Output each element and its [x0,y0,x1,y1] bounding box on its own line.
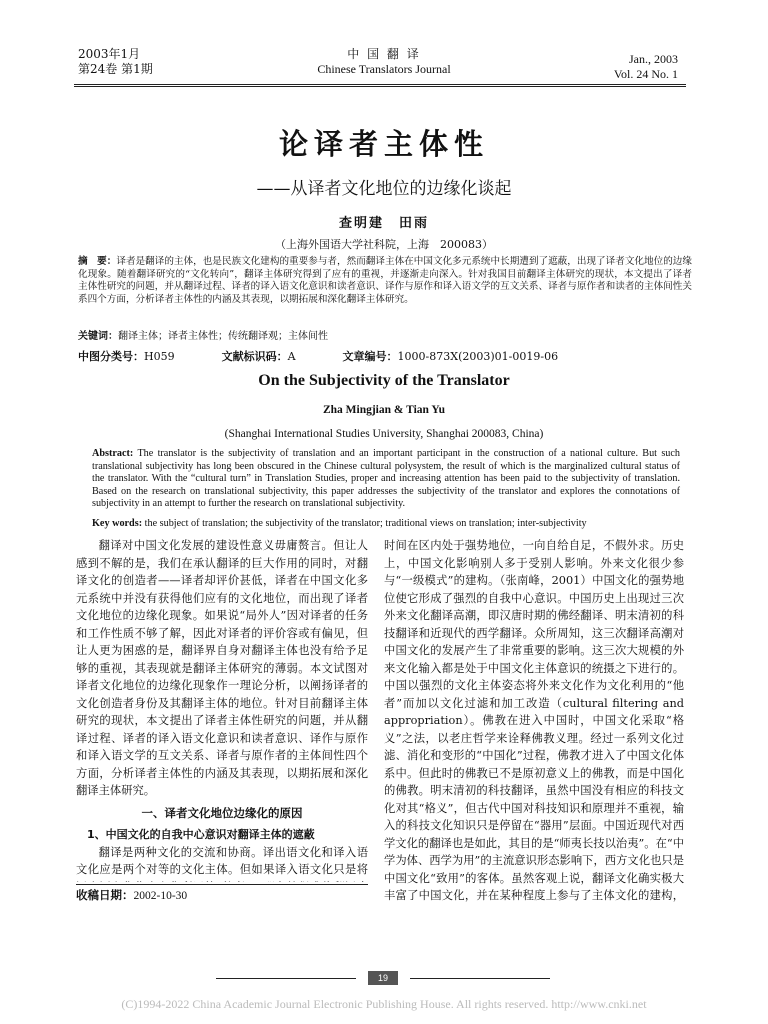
journal-name-zh: 中 国 翻 译 [347,47,421,61]
abstract-zh [78,256,692,306]
doc-code-value: A [287,350,296,363]
keywords-en-label: Key words: [92,518,143,529]
keywords-zh-label: 关键词： [78,331,118,342]
article-number-label: 文章编号： [342,350,398,363]
keywords-zh [78,327,692,342]
received-value: 2002-10-30 [133,890,188,902]
doc-code-label: 文献标识码： [221,350,288,363]
header-rule [74,84,686,85]
journal-date: 2003年1月 [78,47,141,61]
keywords-zh-text: 翻译主体；译者主体性；传统翻译观；主体间性 [118,331,328,342]
abstract-en [92,448,680,511]
keywords-en [92,518,692,531]
journal-volume-en: Vol. 24 No. 1 [613,67,678,81]
journal-volume: 第24卷 第1期 [78,62,153,76]
body-right-column [384,537,684,905]
abstract-en-label: Abstract: [92,448,134,459]
header-rule-2 [74,86,686,87]
keywords-en-text: the subject of translation; the subjectivity of the translator; traditional views on translation; inter-subjectivity [144,518,587,529]
section-heading: 一、译者文化地位边缘化的原因 [141,805,303,820]
journal-name-en: Chinese Translators Journal [317,62,451,76]
clc-value: H059 [144,350,175,363]
affiliation-zh: （上海外国语大学社科院，上海 200083） [275,238,493,251]
authors-en: Zha Mingjian & Tian Yu [322,404,446,416]
abstract-zh-text: 译者是翻译的主体，也是民族文化建构的重要参与者，然而翻译主体在中国文化多元系统中长期遭到了遮蔽，出现了译者文化地位的边缘化现象。随着翻译研究的“文化转向”，翻译主体研究得到了应有的重视，并逐渐走向深入。针对我国目前翻译主体研究的现状，本文提出了译者主体性研究的问题，并从翻译过程、译者的译入语文化意识和读者意识、译作与原作和译入语文学的互文关系、译者与原作者和读者的主体间性关系四个方面，分析译者主体性的内涵及其表现，以期拓展和深化翻译主体研究。 [78,256,692,305]
affiliation-en: (Shanghai International Studies University, Shanghai 200083, China) [224,428,544,440]
abstract-en-text: The translator is the subjectivity of translation and an important participant in the construction of a national culture. But such translational subjectivity has long been obscured in the Chinese cultural polysystem, the result of which is the marginalized cultural status of the translator. With the “cultural turn” in Translation Studies, proper and increasing attention has been paid to the subjectivity of translation. Based on the research on translational subjectivity, this paper addresses the subjectivity of the translator and explores the connotations of subjectivity in an attempt to further the research on translational subjectivity. [92,448,680,510]
header-right [614,52,678,82]
title-en: On the Subjectivity of the Translator [258,372,510,389]
received-label: 收稿日期： [76,888,134,902]
clc-label: 中图分类号： [78,350,144,363]
footer-rule-left [216,978,356,979]
title-zh: 论译者主体性 [278,127,489,161]
body-left-column [76,537,368,882]
footnote-rule [76,884,368,885]
journal-date-en: Jan., 2003 [629,52,678,66]
footer-rule-right [410,978,550,979]
classification-line [78,348,692,364]
subtitle-zh: ——从译者文化地位的边缘化谈起 [256,179,512,199]
page-number: 19 [368,971,398,985]
body-paragraph: 时间在区内处于强势地位，一向自给自足，不假外求。历史上，中国文化影响别人多于受别人影响。外来文化很少参与“一级模式”的建构。（张南峰，2001）中国文化的强势地位使它形成了强烈的自我中心意识。中国历史上出现过三次外来文化翻译高潮，即汉唐时期的佛经翻译、明末清初的科技翻译和近现代的西学翻译。众所周知，这三次翻译高潮对中国文化的发展产生了非常重要的影响。这三次大规模的外来文化输入都是处于中国文化主体意识的统摄之下进行的。中国以强烈的文化主体姿态将外来文化作为文化利用的“他者”而加以文化过滤和加工改造（cultural filtering and appropriation）。佛教在进入中国时，中国文化采取“格义”之法，以老庄哲学来诠释佛教义理。经过一系列文化过滤、消化和变形的“中国化”过程，佛教才进入了中国文化体系中。但此时的佛教已不是原初意义上的佛教，而是中国化的佛教。明末清初的科技翻译，虽然中国没有相应的科技文化对其“格义”，但古代中国对科技知识和原理并不重视，输入的科技文化知识只是停留在“器用”层面。中国近现代对西学文化的翻译也是如此，其目的是“师夷长技以治夷”。在“中学为体、西学为用”的主流意识形态影响下，西方文化也只是中国文化“致用”的客体。虽然客观上说，翻译文化确实极大丰富了中国文化，并在某种程度上参与了主体文化的建构， [384,539,684,902]
authors-zh: 查明建 田雨 [338,216,429,231]
subsection-heading: 1、中国文化的自我中心意识对翻译主体的遮蔽 [87,828,315,841]
received-date [76,887,187,903]
abstract-zh-label: 摘 要： [78,256,117,267]
body-paragraph: 翻译对中国文化发展的建设性意义毋庸赘言。但让人感到不解的是，我们在承认翻译的巨大作用的同时，对翻译文化的创造者——译者却评价甚低，译者在中国文化多元系统中并没有获得他们应有的文化地位，而出现了译者文化地位的边缘化现象。如果说“局外人”因对译者的任务和工作性质不够了解，因此对译者的评价容或有偏见，但让人更为困惑的是，翻译界自身对翻译主体也没有给予足够的重视，其表现就是翻译主体研究的薄弱。本文试图对译者文化地位的边缘化现象作一理论分析，以阐扬译者的文化创造者身份及其翻译主体的地位。针对目前翻译主体研究的现状，本文提出了译者主体性研究的问题，并从翻译过程、译者的译入语文化意识和读者意识、译作与原作和译入语文学的互文关系、译者与原作者的主体间性四个方面，分析译者主体性的内涵及其表现，以期拓展和深化翻译主体研究。 [76,539,368,797]
copyright-footer: (C)1994-2022 China Academic Journal Electronic Publishing House. All rights reserved. http://www.cnki.net [121,997,647,1011]
body-paragraph: 翻译是两种文化的交流和协商。译出语文化和译入语文化应是两个对等的文化主体。但如果译入语文化只是将 [76,845,368,876]
article-number-value: 1000-873X(2003)01-0019-06 [397,350,559,363]
